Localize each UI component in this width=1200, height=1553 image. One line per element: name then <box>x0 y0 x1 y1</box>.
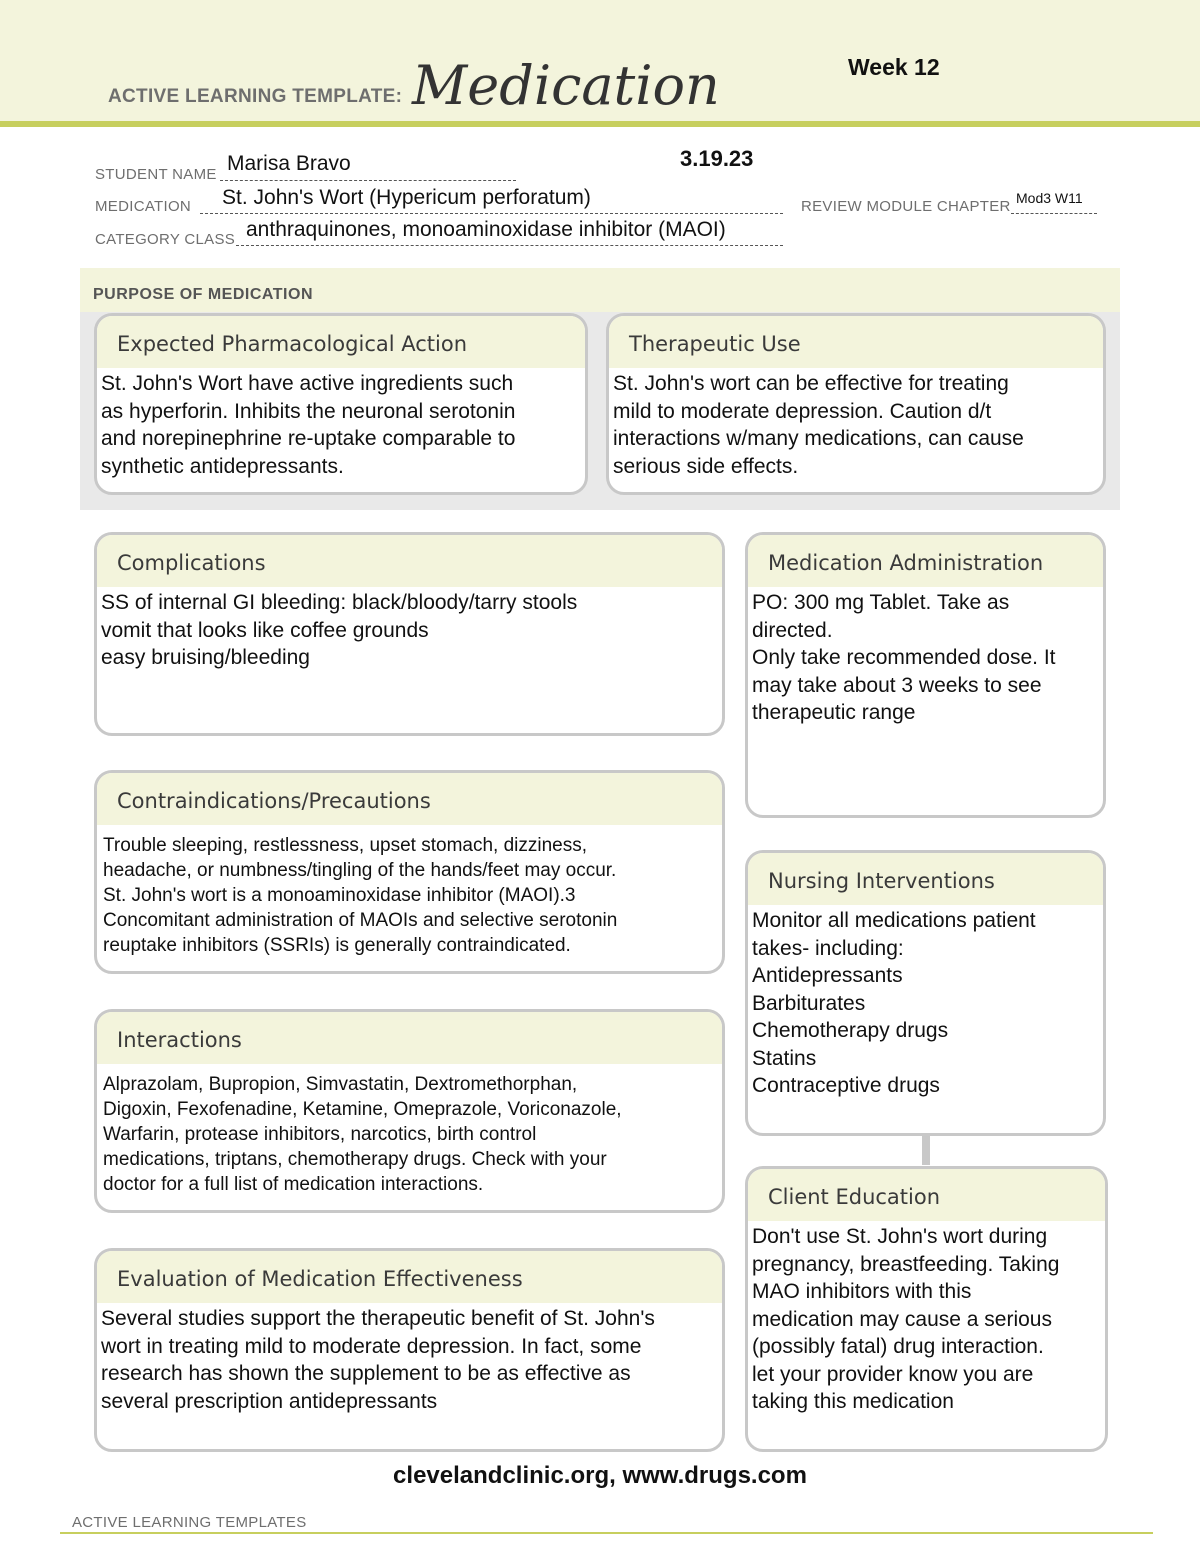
student-name-value: Marisa Bravo <box>227 152 351 175</box>
contraindications-title: Contraindications/Precautions <box>97 773 722 825</box>
nursing-interventions-title: Nursing Interventions <box>748 853 1103 905</box>
expected-action-box <box>94 313 588 495</box>
contraindications-text: Trouble sleeping, restlessness, upset stomach, dizziness, headache, or numbness/tingling of the hands/feet may occur. St. John's wort is a monoaminoxidase inhibitor (MAOI).3 Concomitant administration of MAOIs and selective serotonin reuptake inhibitors (SSRIs) is generally contraindicated. <box>103 835 618 956</box>
footer-label: ACTIVE LEARNING TEMPLATES <box>72 1514 307 1531</box>
category-class-value: anthraquinones, monoaminoxidase inhibitor (MAOI) <box>246 218 726 241</box>
client-education-box <box>745 1166 1108 1452</box>
nursing-interventions-box <box>745 850 1106 1136</box>
category-class-underline <box>236 245 783 246</box>
complications-text: SS of internal GI bleeding: black/bloody/tarry stools vomit that looks like coffee grounds easy bruising/bleeding <box>101 591 578 669</box>
nursing-interventions-text: Monitor all medications patient takes- including: Antidepressants Barbiturates Chemotherapy drugs Statins Contraceptive drugs <box>752 909 1036 1097</box>
interactions-title: Interactions <box>97 1012 722 1064</box>
box-connector <box>922 1135 930 1165</box>
expected-action-title: Expected Pharmacological Action <box>97 316 585 368</box>
review-module-value: Mod3 W11 <box>1016 190 1083 206</box>
evaluation-box <box>94 1248 725 1452</box>
student-name-underline <box>220 180 516 181</box>
review-module-label: REVIEW MODULE CHAPTER <box>801 198 1011 215</box>
complications-title: Complications <box>97 535 722 587</box>
administration-title: Medication Administration <box>748 535 1103 587</box>
medication-value: St. John's Wort (Hypericum perforatum) <box>222 186 591 209</box>
evaluation-title: Evaluation of Medication Effectiveness <box>97 1251 722 1303</box>
template-title: Medication <box>412 54 720 117</box>
client-education-text: Don't use St. John's wort during pregnancy, breastfeeding. Taking MAO inhibitors with this medication may cause a serious (possibly fatal) drug interaction. let your provider know you are taking this medication <box>752 1225 1060 1413</box>
interactions-box <box>94 1009 725 1213</box>
therapeutic-use-text: St. John's wort can be effective for treating mild to moderate depression. Caution d/t interactions w/many medications, can cause serious side effects. <box>613 372 1024 478</box>
complications-box <box>94 532 725 736</box>
sources-line: clevelandclinic.org, www.drugs.com <box>393 1462 807 1489</box>
administration-text: PO: 300 mg Tablet. Take as directed. Only take recommended dose. It may take about 3 weeks to see therapeutic range <box>752 591 1056 724</box>
medication-label: MEDICATION <box>95 198 192 215</box>
interactions-text: Alprazolam, Bupropion, Simvastatin, Dextromethorphan, Digoxin, Fexofenadine, Ketamine, Omeprazole, Voriconazole, Warfarin, protease inhibitors, narcotics, birth control medications, triptans, chemotherapy drugs. Check with your doctor for a full list of medication interactions. <box>103 1074 622 1195</box>
contraindications-box <box>94 770 725 974</box>
footer-divider <box>60 1532 1153 1534</box>
therapeutic-use-title: Therapeutic Use <box>609 316 1103 368</box>
evaluation-text: Several studies support the therapeutic benefit of St. John's wort in treating mild to moderate depression. In fact, some research has shown the supplement to be as effective as several prescription antidepressants <box>101 1307 655 1413</box>
week-label: Week 12 <box>848 54 940 80</box>
expected-action-text: St. John's Wort have active ingredients such as hyperforin. Inhibits the neuronal serotonin and norepinephrine re-uptake comparable to synthetic antidepressants. <box>101 372 516 478</box>
administration-box <box>745 532 1106 818</box>
therapeutic-use-box <box>606 313 1106 495</box>
review-module-underline <box>1011 213 1097 214</box>
template-label: ACTIVE LEARNING TEMPLATE: <box>108 86 403 107</box>
category-class-label: CATEGORY CLASS <box>95 231 236 248</box>
client-education-title: Client Education <box>748 1169 1105 1221</box>
medication-underline <box>200 213 783 214</box>
header-divider <box>0 121 1200 127</box>
date-value: 3.19.23 <box>680 146 754 171</box>
student-name-label: STUDENT NAME <box>95 166 217 183</box>
purpose-label: PURPOSE OF MEDICATION <box>93 286 313 303</box>
